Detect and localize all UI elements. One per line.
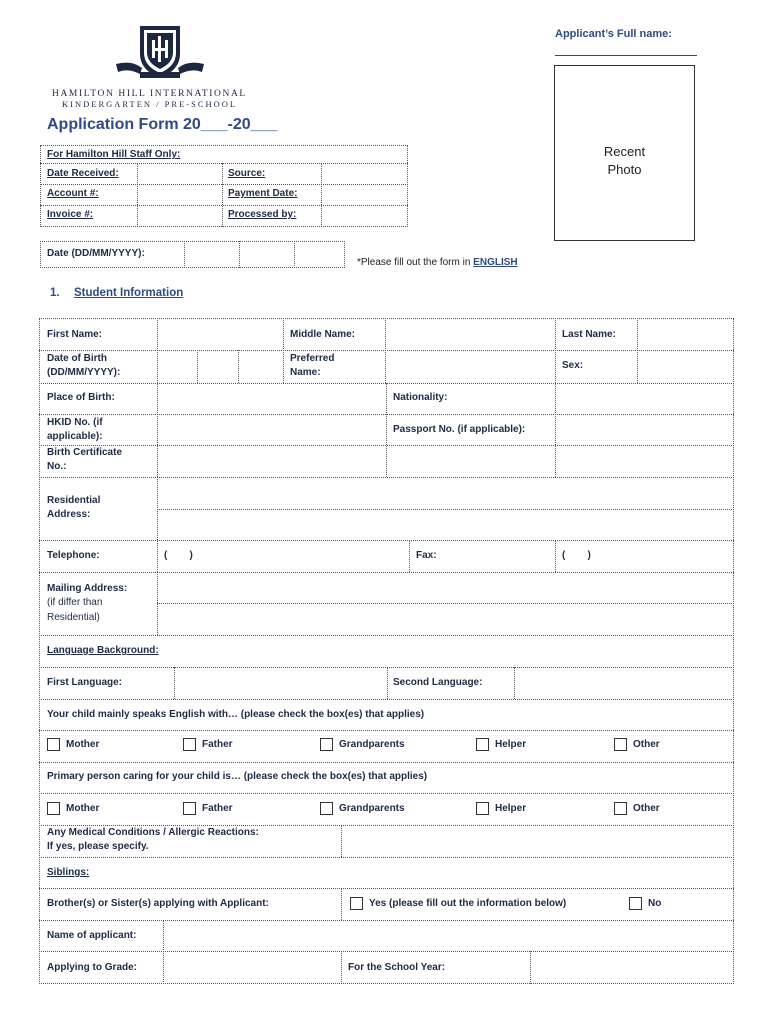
caring-grandparents-checkbox[interactable] <box>320 802 405 815</box>
dob-day-input[interactable] <box>159 352 196 382</box>
medical-input[interactable] <box>343 827 732 856</box>
applicant-full-name-label: Applicant’s Full name: <box>555 28 672 40</box>
checkbox-square[interactable] <box>183 738 196 751</box>
hkid-label-line2: applicable): <box>47 431 103 442</box>
school-name-line1: HAMILTON HILL INTERNATIONAL <box>52 89 247 99</box>
preferred-name-input[interactable] <box>387 352 553 382</box>
dob-label-line1: Date of Birth <box>47 353 107 364</box>
passport-input[interactable] <box>557 416 732 444</box>
nationality-input[interactable] <box>557 385 732 413</box>
birth-cert-input[interactable] <box>159 447 385 476</box>
caring-other-checkbox[interactable] <box>614 802 660 815</box>
first-name-input[interactable] <box>159 320 281 349</box>
caring-father-checkbox[interactable] <box>183 802 233 815</box>
nationality-label: Nationality: <box>393 392 448 403</box>
siblings-no-label: No <box>648 898 662 909</box>
option-label: Other <box>633 739 660 750</box>
checkbox-square[interactable] <box>47 802 60 815</box>
checkbox-square[interactable] <box>320 738 333 751</box>
school-name-line2: KINDERGARTEN / PRE-SCHOOL <box>62 99 238 109</box>
residential-label-line1: Residential <box>47 495 101 506</box>
name-of-applicant-input[interactable] <box>165 922 732 950</box>
sex-input[interactable] <box>639 352 732 382</box>
checkbox-square[interactable] <box>476 738 489 751</box>
preferred-name-label-line1: Preferred <box>290 353 335 364</box>
english-note-emphasis: ENGLISH <box>473 257 518 268</box>
school-year-input[interactable] <box>532 953 732 983</box>
medical-label-line1: Any Medical Conditions / Allergic Reactions: <box>47 827 259 838</box>
medical-label-line2: If yes, please specify. <box>47 841 149 852</box>
checkbox-square[interactable] <box>629 897 642 910</box>
last-name-label: Last Name: <box>562 329 616 340</box>
birth-cert-label-line1: Birth Certificate <box>47 447 123 458</box>
checkbox-square[interactable] <box>47 738 60 751</box>
photo-box[interactable] <box>554 65 695 241</box>
date-label: Date (DD/MM/YYYY): <box>47 248 145 259</box>
mailing-label-line3: Residential) <box>47 612 100 623</box>
mailing-label-line1: Mailing Address: <box>47 583 128 594</box>
hkid-label-line1: HKID No. (if <box>47 417 103 428</box>
place-of-birth-label: Place of Birth: <box>47 392 115 403</box>
residential-address-input-line2[interactable] <box>159 511 732 539</box>
checkbox-square[interactable] <box>614 802 627 815</box>
telephone-label: Telephone: <box>47 550 100 561</box>
dob-year-input[interactable] <box>240 352 282 382</box>
applying-to-grade-label: Applying to Grade: <box>47 962 137 973</box>
option-label: Father <box>202 739 233 750</box>
applicant-full-name-field[interactable] <box>555 55 697 56</box>
fax-area-code[interactable]: ( ) <box>562 550 591 561</box>
mailing-address-input-line1[interactable] <box>159 574 732 602</box>
school-year-label: For the School Year: <box>348 962 446 973</box>
staff-only-title: For Hamilton Hill Staff Only: <box>47 149 181 160</box>
sex-label: Sex: <box>562 360 584 371</box>
mailing-label-line2: (if differ than <box>47 597 103 608</box>
section-title: Student Information <box>74 287 184 299</box>
name-of-applicant-label: Name of applicant: <box>47 930 137 941</box>
checkbox-square[interactable] <box>476 802 489 815</box>
english-note-prefix: *Please fill out the form in <box>357 257 474 268</box>
dob-month-input[interactable] <box>199 352 237 382</box>
option-label: Grandparents <box>339 739 405 750</box>
telephone-area-code[interactable]: ( ) <box>164 550 193 561</box>
option-label: Other <box>633 803 660 814</box>
date-input-day[interactable] <box>186 243 237 266</box>
option-label: Father <box>202 803 233 814</box>
hkid-input[interactable] <box>159 416 385 444</box>
first-language-label: First Language: <box>47 677 123 688</box>
fax-label: Fax: <box>416 550 437 561</box>
checkbox-square[interactable] <box>320 802 333 815</box>
middle-name-label: Middle Name: <box>290 329 356 340</box>
photo-label-line2: Photo <box>607 162 642 177</box>
second-language-input[interactable] <box>516 669 732 698</box>
residential-address-input-line1[interactable] <box>159 479 732 508</box>
invoice-label: Invoice #: <box>47 209 94 220</box>
option-label: Helper <box>495 739 527 750</box>
caring-question: Primary person caring for your child is… (please check the box(es) that applies) <box>47 771 428 782</box>
caring-helper-checkbox[interactable] <box>476 802 526 815</box>
residential-label-line2: Address: <box>47 509 91 520</box>
middle-name-input[interactable] <box>387 320 553 349</box>
option-label: Grandparents <box>339 803 405 814</box>
english-note <box>357 257 518 268</box>
speaks-english-other-checkbox[interactable] <box>614 738 660 751</box>
second-language-label: Second Language: <box>393 677 483 688</box>
date-received-label: Date Received: <box>47 168 119 179</box>
siblings-question: Brother(s) or Sister(s) applying with Applicant: <box>47 898 269 909</box>
form-title: Application Form 20___-20___ <box>47 116 278 133</box>
option-label: Mother <box>66 739 100 750</box>
speaks-english-father-checkbox[interactable] <box>183 738 233 751</box>
date-input-year[interactable] <box>296 243 343 266</box>
siblings-no-checkbox[interactable] <box>629 897 661 910</box>
speaks-english-mother-checkbox[interactable] <box>47 738 99 751</box>
language-background-label: Language Background: <box>47 645 159 656</box>
place-of-birth-input[interactable] <box>159 385 385 413</box>
last-name-input[interactable] <box>639 320 732 349</box>
option-label: Mother <box>66 803 100 814</box>
source-label: Source: <box>228 168 266 179</box>
caring-mother-checkbox[interactable] <box>47 802 99 815</box>
checkbox-square[interactable] <box>614 738 627 751</box>
siblings-label: Siblings: <box>47 867 90 878</box>
checkbox-square[interactable] <box>350 897 363 910</box>
mailing-address-input-line2[interactable] <box>159 605 732 634</box>
account-label: Account #: <box>47 188 99 199</box>
date-input-month[interactable] <box>241 243 292 266</box>
speaks-english-question: Your child mainly speaks English with… (please check the box(es) that applies) <box>47 709 425 720</box>
section-number: 1. <box>50 287 60 299</box>
speaks-english-helper-checkbox[interactable] <box>476 738 526 751</box>
applying-to-grade-input[interactable] <box>165 953 340 983</box>
checkbox-square[interactable] <box>183 802 196 815</box>
preferred-name-label-line2: Name: <box>290 367 321 378</box>
speaks-english-grandparents-checkbox[interactable] <box>320 738 405 751</box>
passport-label: Passport No. (if applicable): <box>393 424 526 435</box>
option-label: Helper <box>495 803 527 814</box>
processed-by-label: Processed by: <box>228 209 297 220</box>
photo-label-line1: Recent <box>603 144 646 159</box>
siblings-yes-label: Yes (please fill out the information below) <box>369 898 567 909</box>
first-language-input[interactable] <box>176 669 386 698</box>
dob-label-line2: (DD/MM/YYYY): <box>47 367 121 378</box>
first-name-label: First Name: <box>47 329 103 340</box>
birth-cert-label-line2: No.: <box>47 461 67 472</box>
payment-date-label: Payment Date: <box>228 188 298 199</box>
school-crest-logo <box>112 20 208 82</box>
siblings-yes-checkbox[interactable] <box>350 897 566 910</box>
